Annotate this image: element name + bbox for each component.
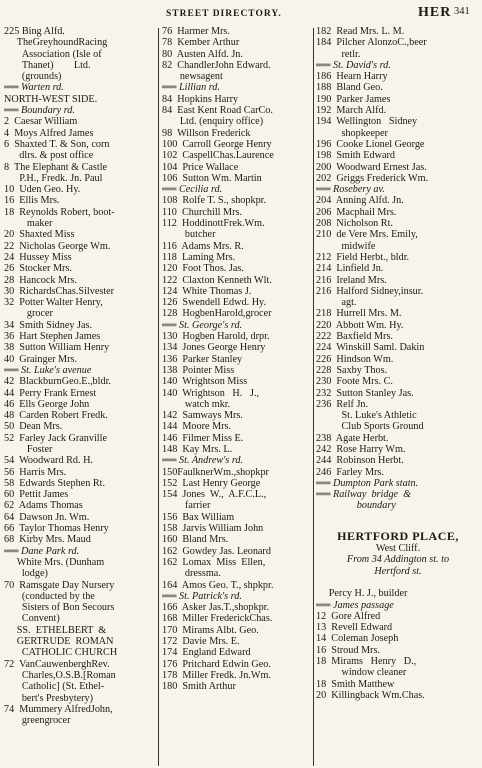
directory-entry — [316, 512, 480, 523]
directory-entry: TheGreyhoundRacing — [4, 37, 108, 49]
directory-entry: 26 Stocker Mrs. — [4, 263, 72, 275]
directory-entry: 8 The Elephant & Castle — [4, 161, 108, 173]
directory-entry: shopkeeper — [316, 127, 388, 139]
directory-entry: 24 Hussey Miss — [4, 251, 72, 263]
directory-entry: dressma. — [162, 568, 221, 580]
directory-entry: 214 Linfield Jn. — [316, 263, 384, 275]
directory-entry: 166 Asker Jas.T.,shopkpr. — [162, 602, 270, 614]
directory-entry: 190 Parker James — [316, 93, 391, 105]
directory-entry: Percy H. J., builder — [316, 588, 408, 600]
directory-entry: 4 Moys Alfred James — [4, 127, 94, 139]
directory-entry: 120 Foot Thos. Jas. — [162, 263, 244, 275]
directory-entry: 204 Anning Alfd. Jn. — [316, 195, 404, 207]
column-divider — [158, 28, 159, 766]
directory-entry: 226 Hindson Wm. — [316, 353, 394, 365]
directory-entry: 40 Grainger Mrs. — [4, 353, 77, 365]
cross-street-marker: ══ St. Andrew's rd. — [162, 455, 244, 467]
directory-entry: Catholic] (St. Ethel- — [4, 681, 105, 693]
directory-entry: 148 Kay Mrs. L. — [162, 443, 233, 455]
directory-entry: 30 RichardsChas.Silvester — [4, 285, 115, 297]
directory-entry: 84 East Kent Road CarCo. — [162, 105, 273, 117]
directory-entry: 36 Hart Stephen James — [4, 331, 101, 343]
directory-entry: 100 Carroll George Henry — [162, 138, 272, 150]
directory-entry: 168 Miller FrederickChas. — [162, 613, 273, 625]
directory-entry: Club Sports Ground — [316, 421, 424, 433]
directory-entry: 54 Woodward Rd. H. — [4, 455, 93, 467]
directory-entry: 38 Sutton William Henry — [4, 342, 110, 354]
cross-street-marker: ══ James passage — [316, 599, 394, 611]
directory-entry: dlrs. & post office — [4, 150, 94, 162]
directory-entry: 146 Filmer Miss E. — [162, 432, 244, 444]
directory-entry: 46 Ells George John — [4, 398, 90, 410]
directory-entry: butcher — [162, 229, 216, 241]
directory-entry: 80 Austen Alfd. Jn. — [162, 48, 243, 60]
directory-entry: 110 Churchill Mrs. — [162, 206, 242, 218]
directory-entry: 64 Dawson Jn. Wm. — [4, 511, 90, 523]
street-title: HERTFORD PLACE, — [337, 529, 459, 544]
directory-column-1 — [4, 26, 156, 768]
directory-entry: 230 Foote Mrs. C. — [316, 376, 393, 388]
directory-entry: Ltd. (enquiry office) — [162, 116, 264, 128]
directory-entry: 156 Bax William — [162, 511, 235, 523]
directory-entry: 174 England Edward — [162, 647, 251, 659]
directory-entry: 224 Winskill Saml. Dakin — [316, 342, 425, 354]
directory-entry: 142 Samways Mrs. — [162, 410, 243, 422]
section-heading: HER — [418, 5, 452, 20]
directory-entry: 140 Wrightson Miss — [162, 376, 248, 388]
directory-entry: 164 Amos Geo. T., shpkpr. — [162, 579, 274, 591]
directory-entry: Foster — [4, 443, 53, 455]
cross-street-marker: ══ Dumpton Park statn. — [316, 477, 419, 489]
directory-entry: 162 Gowdey Jas. Leonard — [162, 545, 271, 557]
directory-column-3 — [316, 26, 480, 768]
directory-entry: 70 Ramsgate Day Nursery — [4, 579, 115, 591]
directory-entry: watch mkr. — [162, 398, 231, 410]
directory-entry: 34 Smith Sidney Jas. — [4, 319, 93, 331]
directory-entry: P.H., Fredk. Jn. Paul — [4, 172, 103, 184]
directory-entry: 216 Ireland Mrs. — [316, 274, 387, 286]
directory-entry: 192 March Alfd. — [316, 105, 387, 117]
directory-entry: midwife — [316, 240, 376, 252]
cross-street-marker: ══ Railway bridge & — [316, 489, 412, 501]
directory-entry: 160 Bland Mrs. — [162, 534, 229, 546]
directory-entry: 22 Nicholas George Wm. — [4, 240, 111, 252]
directory-entry: greengrocer — [4, 715, 71, 727]
directory-entry: 158 Jarvis William John — [162, 523, 264, 535]
directory-entry: 112 HoddinottFrek.Wm. — [162, 218, 265, 230]
directory-entry: 102 CaspellChas.Laurence — [162, 150, 274, 162]
directory-entry: 16 Ellis Mrs. — [4, 195, 60, 207]
directory-entry: 76 Harmer Mrs. — [162, 26, 230, 37]
street-subtitle: West Cliff. — [375, 543, 421, 555]
directory-entry: 108 Rolfe T. S., shopkpr. — [162, 195, 267, 207]
running-title: STREET DIRECTORY. — [166, 9, 282, 19]
page-number: 341 — [454, 6, 470, 17]
directory-entry: 246 Farley Mrs. — [316, 466, 384, 478]
directory-entry: 136 Parker Stanley — [162, 353, 243, 365]
directory-entry: 13 Revell Edward — [316, 622, 393, 634]
directory-entry: 18 Reynolds Robert, boot- — [4, 206, 115, 218]
cross-street-marker: ══ Boundary rd. — [4, 105, 75, 117]
directory-entry: 12 Gore Alfred — [316, 610, 381, 622]
directory-entry: 42 BlackburnGeo.E.,bldr. — [4, 376, 111, 388]
directory-entry: retlr. — [316, 48, 361, 60]
directory-entry: 208 Nicholson Rt. — [316, 218, 393, 230]
directory-entry: 122 Claxton Kenneth Wlt. — [162, 274, 272, 286]
directory-entry: NORTH-WEST SIDE. — [4, 93, 98, 105]
directory-entry: 216 Halford Sidney,insur. — [316, 285, 424, 297]
directory-entry: CATHOLIC CHURCH — [4, 647, 118, 659]
directory-entry: 106 Sutton Wm. Martin — [162, 172, 262, 184]
directory-entry: 182 Read Mrs. L. M. — [316, 26, 405, 37]
directory-entry: 140 Wrightson H. J., — [162, 387, 260, 399]
directory-entry: 28 Hancock Mrs. — [4, 274, 77, 286]
cross-street-marker: ══ Warten rd. — [4, 82, 64, 94]
directory-entry: 20 Shaxted Miss — [4, 229, 75, 241]
directory-entry: Sisters of Bon Secours — [4, 602, 115, 614]
directory-entry: 72 VanCauwenberghRev. — [4, 658, 110, 670]
directory-entry: 200 Woodward Ernest Jas. — [316, 161, 427, 173]
directory-entry: 68 Kirby Mrs. Maud — [4, 534, 91, 546]
directory-entry: (grounds) — [4, 71, 62, 83]
directory-entry: 134 Jones George Henry — [162, 342, 266, 354]
directory-entry: Convent) — [4, 613, 60, 625]
directory-entry: 238 Agate Herbt. — [316, 432, 389, 444]
cross-street-marker: boundary — [316, 500, 396, 512]
directory-entry: 198 Smith Edward — [316, 150, 395, 162]
directory-entry: 78 Kember Arthur — [162, 37, 240, 49]
directory-entry: 14 Coleman Joseph — [316, 633, 399, 645]
directory-entry: 48 Carden Robert Fredk. — [4, 410, 108, 422]
directory-entry — [316, 577, 480, 588]
directory-entry: 62 Adams Thomas — [4, 500, 83, 512]
cross-street-marker: ══ St. Patrick's rd. — [162, 590, 242, 602]
directory-entry: GERTRUDE ROMAN — [4, 636, 114, 648]
directory-entry: St. Luke's Athletic — [316, 410, 417, 422]
directory-entry: agt. — [316, 297, 357, 309]
cross-street-marker: ══ St. David's rd. — [316, 59, 391, 71]
directory-entry: maker — [4, 218, 53, 230]
cross-street-marker: ══ Dane Park rd. — [4, 545, 80, 557]
cross-street-marker: ══ Lillian rd. — [162, 82, 220, 94]
page-header — [0, 0, 482, 26]
directory-entry: 225 Bing Alfd. — [4, 26, 65, 37]
directory-entry: 232 Sutton Stanley Jas. — [316, 387, 414, 399]
directory-entry: 16 Stroud Mrs. — [316, 644, 380, 656]
directory-entry: Association (Isle of — [4, 48, 102, 60]
directory-entry: 32 Potter Walter Henry, — [4, 297, 103, 309]
directory-entry: 184 Pilcher AlonzoC.,beer — [316, 37, 427, 49]
directory-entry: 188 Bland Geo. — [316, 82, 383, 94]
directory-entry: 180 Smith Arthur — [162, 681, 236, 693]
cross-street-marker: ══ St. George's rd. — [162, 319, 243, 331]
directory-entry: 152 Last Henry George — [162, 477, 261, 489]
directory-entry: 228 Saxby Thos. — [316, 364, 388, 376]
directory-entry: White Mrs. (Dunham — [4, 556, 105, 568]
directory-entry: 244 Robinson Herbt. — [316, 455, 404, 467]
directory-entry: 172 Davie Mrs. E. — [162, 636, 240, 648]
directory-entry: 196 Cooke Lionel George — [316, 138, 425, 150]
directory-entry: 124 White Thomas J. — [162, 285, 252, 297]
directory-column-2 — [162, 26, 314, 768]
directory-entry: 6 Shaxted T. & Son, corn — [4, 138, 110, 150]
directory-entry: 60 Pettit James — [4, 489, 69, 501]
directory-entry: 130 Hogben Harold, drpr. — [162, 331, 270, 343]
directory-entry: 52 Farley Jack Granville — [4, 432, 107, 444]
directory-entry: 98 Willson Frederick — [162, 127, 251, 139]
directory-entry: 176 Pritchard Edwin Geo. — [162, 658, 271, 670]
directory-entry: 220 Abbott Wm. Hy. — [316, 319, 404, 331]
directory-entry: 162 Lomax Miss Ellen, — [162, 556, 266, 568]
directory-entry: 236 Relf Jn. — [316, 398, 369, 410]
directory-entry: 84 Hopkins Harry — [162, 93, 239, 105]
directory-entry: lodge) — [4, 568, 48, 580]
directory-entry: farrier — [162, 500, 211, 512]
cross-street-marker: ══ Cecilia rd. — [162, 184, 223, 196]
street-extent: From 34 Addington st. to — [346, 554, 450, 566]
cross-street-marker: ══ St. Luke's avenue — [4, 364, 92, 376]
directory-entry: grocer — [4, 308, 53, 320]
directory-entry: 126 Swendell Edwd. Hy. — [162, 297, 267, 309]
directory-entry: 10 Uden Geo. Hy. — [4, 184, 81, 196]
directory-entry: window cleaner — [316, 667, 407, 679]
column-divider — [313, 28, 314, 766]
directory-entry: 202 Griggs Frederick Wm. — [316, 172, 429, 184]
directory-entry: 222 Baxfield Mrs. — [316, 331, 393, 343]
directory-entry: 170 Mirams Albt. Geo. — [162, 624, 259, 636]
directory-entry: 210 de Vere Mrs. Emily, — [316, 229, 418, 241]
directory-entry: 212 Field Herbt., bldr. — [316, 251, 410, 263]
directory-entry: 116 Adams Mrs. R. — [162, 240, 244, 252]
directory-entry: Charles,O.S.B.[Roman — [4, 669, 116, 681]
directory-entry: 118 Laming Mrs. — [162, 251, 236, 263]
cross-street-marker: ══ Rosebery av. — [316, 184, 385, 196]
directory-entry: 128 HogbenHarold,grocer — [162, 308, 272, 320]
directory-entry: 104 Price Wallace — [162, 161, 239, 173]
directory-entry: (conducted by the — [4, 590, 95, 602]
directory-entry: 194 Wellington Sidney — [316, 116, 418, 128]
directory-entry: 242 Rose Harry Wm. — [316, 443, 406, 455]
directory-entry: 74 Mummery AlfredJohn, — [4, 703, 113, 715]
directory-entry: 58 Edwards Stephen Rt. — [4, 477, 106, 489]
directory-entry: newsagent — [162, 71, 223, 83]
street-extent: Hertford st. — [374, 565, 422, 577]
directory-entry: 218 Hurrell Mrs. M. — [316, 308, 402, 320]
directory-entry: 138 Pointer Miss — [162, 364, 235, 376]
directory-entry: 44 Perry Frank Ernest — [4, 387, 97, 399]
directory-entry: 154 Jones W., A.F.C.L., — [162, 489, 267, 501]
directory-entry: 2 Caesar William — [4, 116, 78, 128]
directory-entry: 18 Mirams Henry D., — [316, 656, 417, 668]
directory-entry: 56 Harris Mrs. — [4, 466, 67, 478]
directory-entry: 144 Moore Mrs. — [162, 421, 232, 433]
directory-entry: SS. ETHELBERT & — [4, 624, 107, 636]
directory-entry: 178 Miller Fredk. Jn.Wm. — [162, 669, 271, 681]
directory-entry: 18 Smith Matthew — [316, 678, 395, 690]
directory-entry: 150FaulknerWm.,shopkpr — [162, 466, 269, 478]
directory-entry: 206 Macphail Mrs. — [316, 206, 397, 218]
directory-entry: 82 ChandlerJohn Edward. — [162, 59, 271, 71]
directory-entry: bert's Presbytery) — [4, 692, 93, 704]
directory-entry: Thanet) Ltd. — [4, 59, 91, 71]
directory-entry: 20 Killingback Wm.Chas. — [316, 689, 425, 701]
directory-entry: 66 Taylor Thomas Henry — [4, 523, 109, 535]
directory-entry: 50 Dean Mrs. — [4, 421, 63, 433]
directory-entry: 186 Hearn Harry — [316, 71, 388, 83]
